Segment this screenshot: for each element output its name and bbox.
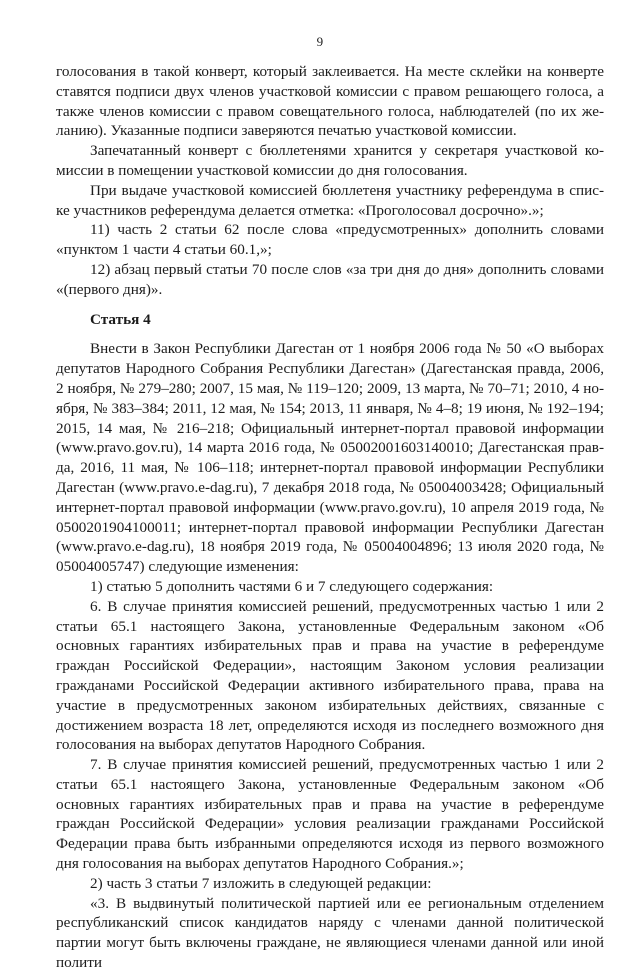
paragraph-amendment-intro: Внести в Закон Республики Дагестан от 1 ноября 2006 года № 50 «О выборах депутатов Народного Собрания Республики Дагестан» (Дагестанская правда, 2006, 2 ноября, № 279–280; 2007, 15 мая, № 119–120; 2009, 13 марта, № 70–71; 2010, 4 ноября, № 383–384; 2011, 12 мая, № 154; 2013, 11 января, № 4–8; 19 июня, № 192–194; 2015, 14 мая, № 216–218; Официальный интернет-портал правовой информации (www.pravo.gov.ru), 14 марта 2016 года, № 05002001603140010; Дагестанская правда, 2016, 11 мая, № 106–118; интернет-портал правовой информации Республики Дагестан (www.pravo.e-dag.ru), 7 декабря 2018 года, № 05004003428; Официальный интернет-портал правовой информации (www.pravo.gov.ru), 10 апреля 2019 года, № 0500201904100011; интернет-портал правовой информации Республики Дагестан (www.pravo.e-dag.ru), 18 ноября 2019 года, № 05004004896; 13 июля 2020 года, № 05004005747) следующие изменения: — [56, 340, 604, 576]
document-body — [56, 62, 604, 973]
paragraph-part-6: 6. В случае принятия комиссией решений, предусмотренных частью 1 или 2 статьи 65.1 настоящего Закона, установленные Федеральным законом «Об основных гарантиях избирательных прав и права на участие в референдуме граждан Российской Федерации», настоящим Законом условия реализации гражданами Российской Федерации активного избирательного права, права на участие в предусмотренных законом избирательных действиях, связанные с достижением возраста 18 лет, определяются исходя из последнего возможного дня голосования на выборах депутатов Народного Собрания. — [56, 597, 604, 754]
paragraph-part-3-text: «3. В выдвинутый политической партией или ее региональным отделением республиканский список кандидатов наряду с членами данной политической партии могут быть включены граждане, не являющиеся членами данной или иной полити — [56, 894, 604, 972]
paragraph-item-2: 2) часть 3 статьи 7 изложить в следующей редакции: — [90, 874, 432, 892]
paragraph-part-7: 7. В случае принятия комиссией решений, предусмотренных частью 1 или 2 статьи 65.1 настоящего Закона, установленные Федеральным законом «Об основных гарантиях избирательных прав и права на участие в референдуме граждан Российской Федерации» условия реализации гражданами Российской Федерации права быть избранными определяются исходя из первого возможного дня голосования на выборах депутатов Народного Собрания.»; — [56, 756, 604, 873]
page-number: 9 — [316, 34, 324, 49]
paragraph-item-1: 1) статью 5 дополнить частями 6 и 7 следующего содержания: — [90, 577, 494, 595]
paragraph-continuation: голосования в такой конверт, который заклеивается. На месте склейки на конверте ставятся подписи двух членов участковой комиссии с правом решающего голоса, а также членов комиссии с правом совещательного голоса, наблюдателей (по их желанию). Указанные подписи заверяются печатью участковой комиссии. — [56, 63, 604, 140]
paragraph-ballot-mark: При выдаче участковой комиссией бюллетеня участнику референдума в списке участников референдума делается отметка: «Проголосовал досрочно».»; — [56, 181, 604, 219]
paragraph-sealed-envelope: Запечатанный конверт с бюллетенями хранится у секретаря участковой комиссии в помещении участковой комиссии до дня голосования. — [56, 142, 604, 179]
paragraph-item-11: 11) часть 2 статьи 62 после слова «предусмотренных» дополнить словами «пунктом 1 части 4 статьи 60.1,»; — [56, 221, 604, 259]
article-heading: Статья 4 — [90, 310, 151, 328]
paragraph-item-12: 12) абзац первый статьи 70 после слов «за три дня до дня» дополнить словами «(первого дня)». — [56, 260, 604, 298]
